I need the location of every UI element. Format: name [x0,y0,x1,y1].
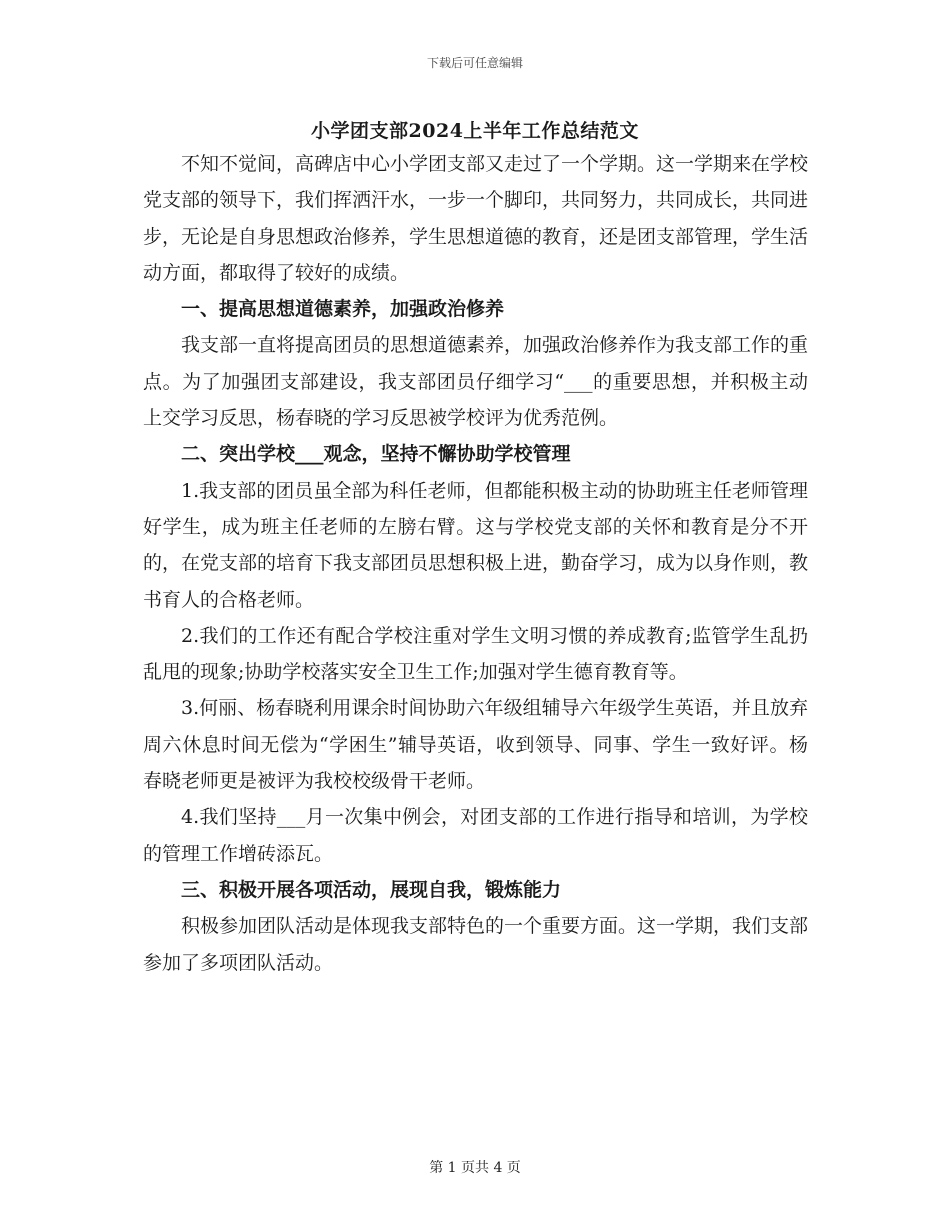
section-1-paragraph: 我支部一直将提高团员的思想道德素养，加强政治修养作为我支部工作的重点。为了加强团支部建设，我支部团员仔细学习“___的重要思想，并积极主动上交学习反思，杨春晓的学习反思被学校评为优秀范例。 [143,334,809,430]
document-title: 小学团支部2024上半年工作总结范文 [311,120,639,142]
section-2-item-4: 4.我们坚持___月一次集中例会，对团支部的工作进行指导和培训，为学校的管理工作增砖添瓦。 [143,806,808,865]
section-2-item-3: 3.何丽、杨春晓利用课余时间协助六年级组辅导六年级学生英语，并且放弃周六休息时间无偿为“学困生”辅导英语，收到领导、同事、学生一致好评。杨春晓老师更是被评为我校校级骨干老师。 [143,697,808,793]
intro-paragraph: 不知不觉间，高碑店中心小学团支部又走过了一个学期。这一学期来在学校党支部的领导下，我们挥洒汗水，一步一个脚印，共同努力，共同成长，共同进步，无论是自身思想政治修养，学生思想道德的教育，还是团支部管理，学生活动方面，都取得了较好的成绩。 [143,153,809,284]
section-2-item-1: 1.我支部的团员虽全部为科任老师，但都能积极主动的协助班主任老师管理好学生，成为班主任老师的左膀右臂。这与学校党支部的关怀和教育是分不开的，在党支部的培育下我支部团员思想积极上进，勤奋学习，成为以身作则，教书育人的合格老师。 [143,479,809,611]
document-body [143,146,808,981]
section-heading-1: 一、提高思想道德素养，加强政治修养 [181,298,505,321]
section-heading-2: 二、突出学校___观念，坚持不懈协助学校管理 [181,443,571,466]
page-number-footer: 第 1 页共 4 页 [429,1160,521,1176]
section-3-paragraph: 积极参加团队活动是体现我支部特色的一个重要方面。这一学期，我们支部参加了多项团队活动。 [143,915,809,974]
section-2-item-2: 2.我们的工作还有配合学校注重对学生文明习惯的养成教育;监管学生乱扔乱甩的现象;协助学校落实安全卫生工作;加强对学生德育教育等。 [143,624,808,684]
section-heading-3: 三、积极开展各项活动，展现自我，锻炼能力 [181,878,562,901]
header-note: 下载后可任意编辑 [426,56,523,70]
